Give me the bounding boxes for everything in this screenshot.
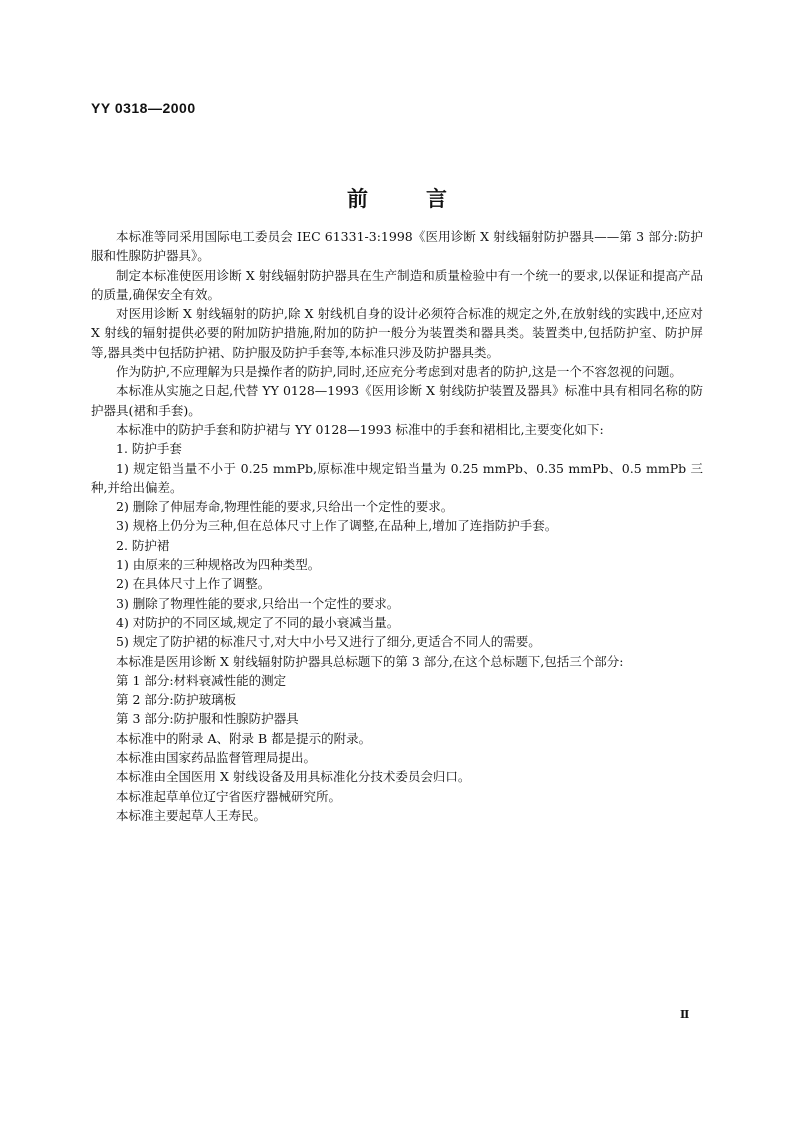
part-2: 第 2 部分:防护玻璃板 bbox=[116, 692, 237, 708]
part-1: 第 1 部分:材料衰减性能的测定 bbox=[116, 672, 287, 688]
aprons-item-3: 3) 删除了物理性能的要求,只给出一个定性的要求。 bbox=[116, 595, 400, 611]
paragraph-changes: 本标准中的防护手套和防护裙与 YY 0128—1993 标准中的手套和裙相比,主要变化如下: bbox=[116, 421, 604, 437]
parts-intro: 本标准是医用诊断 X 射线辐射防护器具总标题下的第 3 部分,在这个总标题下,包括三个部分: bbox=[116, 653, 624, 669]
closing-committee: 本标准由全国医用 X 射线设备及用具标准化分技术委员会归口。 bbox=[116, 769, 471, 785]
closing-drafter: 本标准主要起草人王寿民。 bbox=[116, 807, 267, 823]
paragraph-replacement: 本标准从实施之日起,代替 YY 0128—1993《医用诊断 X 射线防护装置及器具》标准中具有相同名称的防护器具(裙和手套)。 bbox=[91, 383, 703, 418]
paragraph-patient: 作为防护,不应理解为只是操作者的防护,同时,还应充分考虑到对患者的防护,这是一个不容忽视的问题。 bbox=[116, 364, 682, 380]
aprons-item-2: 2) 在具体尺寸上作了调整。 bbox=[116, 576, 271, 592]
closing-appendix: 本标准中的附录 A、附录 B 都是提示的附录。 bbox=[116, 730, 372, 746]
paragraph-adoption: 本标准等同采用国际电工委员会 IEC 61331-3:1998《医用诊断 X 射线辐射防护器具——第 3 部分:防护服和性腺防护器具》。 bbox=[91, 229, 703, 264]
page-number: Ⅱ bbox=[680, 1008, 690, 1021]
closing-drafting-unit: 本标准起草单位辽宁省医疗器械研究所。 bbox=[116, 788, 342, 804]
gloves-heading: 1. 防护手套 bbox=[116, 441, 182, 457]
aprons-item-1: 1) 由原来的三种规格改为四种类型。 bbox=[116, 557, 321, 573]
page-title bbox=[0, 183, 794, 213]
aprons-item-5: 5) 规定了防护裙的标准尺寸,对大中小号又进行了细分,更适合不同人的需要。 bbox=[116, 634, 541, 650]
part-3: 第 3 部分:防护服和性腺防护器具 bbox=[116, 711, 299, 727]
aprons-item-4: 4) 对防护的不同区域,规定了不同的最小衰减当量。 bbox=[116, 614, 400, 630]
paragraph-purpose: 制定本标准使医用诊断 X 射线辐射防护器具在生产制造和质量检验中有一个统一的要求,以保证和提高产品的质量,确保安全有效。 bbox=[91, 267, 703, 302]
closing-proposer: 本标准由国家药品监督管理局提出。 bbox=[116, 750, 317, 766]
title-char-1: 前 bbox=[347, 187, 368, 211]
gloves-item-1: 1) 规定铅当量不小于 0.25 mmPb,原标准中规定铅当量为 0.25 mmPb、0.35 mmPb、0.5 mmPb 三种,并给出偏差。 bbox=[91, 460, 703, 495]
document-id: YY 0318—2000 bbox=[91, 100, 196, 116]
paragraph-protection: 对医用诊断 X 射线辐射的防护,除 X 射线机自身的设计必须符合标准的规定之外,在放射线的实践中,还应对 X 射线的辐射提供必要的附加防护措施,附加的防护一般分为装置类和器具类。装置类中,包括防护室、防护屏等,器具类中包括防护裙、防护服及防护手套等,本标准只涉及防护器具类。 bbox=[91, 306, 703, 360]
aprons-heading: 2. 防护裙 bbox=[116, 537, 170, 553]
document-body bbox=[91, 227, 703, 825]
title-char-2: 言 bbox=[426, 187, 447, 211]
gloves-item-3: 3) 规格上仍分为三种,但在总体尺寸上作了调整,在品种上,增加了连指防护手套。 bbox=[116, 518, 558, 534]
gloves-item-2: 2) 删除了伸屈寿命,物理性能的要求,只给出一个定性的要求。 bbox=[116, 499, 454, 515]
